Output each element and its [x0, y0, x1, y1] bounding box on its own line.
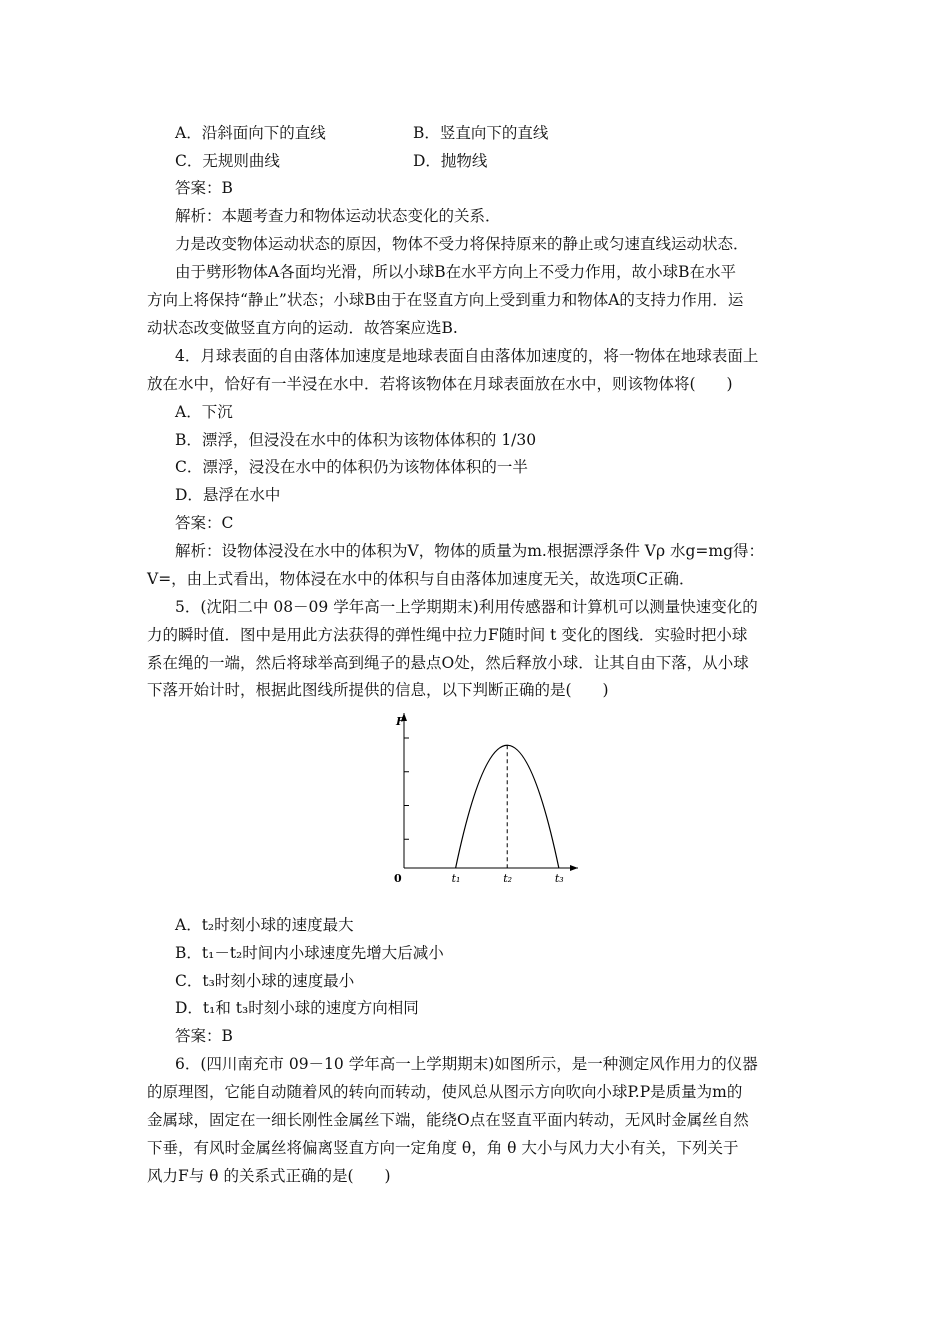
- origin-label: 0: [394, 872, 402, 885]
- q3-option-a: A．沿斜面向下的直线: [175, 124, 326, 142]
- q4-option-b: B．漂浮，但浸没在水中的体积为该物体体积的 1/30: [175, 431, 537, 449]
- q4-stem-1: 4．月球表面的自由落体加速度是地球表面自由落体加速度的，将一物体在地球表面上: [175, 347, 759, 365]
- q4-option-a: A．下沉: [175, 403, 233, 421]
- q4-option-c: C．漂浮，浸没在水中的体积仍为该物体体积的一半: [175, 458, 528, 476]
- q5-answer: 答案：B: [175, 1027, 233, 1045]
- q3-option-b: B．竖直向下的直线: [413, 124, 549, 142]
- q4-stem-2: 放在水中，恰好有一半浸在水中．若将该物体在月球表面放在水中，则该物体将( ): [147, 375, 733, 393]
- q6-stem-2: 的原理图，它能自动随着风的转向而转动，使风总从图示方向吹向小球P.P是质量为m的: [147, 1083, 743, 1101]
- x-tick-label-t1: t₁: [451, 872, 461, 885]
- q5-stem-1: 5．(沈阳二中 08－09 学年高一上学期期末)利用传感器和计算机可以测量快速变化的: [175, 598, 758, 616]
- q3-analysis-3: 由于劈形物体A各面均光滑，所以小球B在水平方向上不受力作用，故小球B在水平: [175, 263, 736, 281]
- q5-option-d: D．t₁和 t₃时刻小球的速度方向相同: [175, 999, 419, 1017]
- y-axis-label: F: [396, 715, 404, 728]
- q4-analysis-2: V=，由上式看出，物体浸在水中的体积与自由落体加速度无关，故选项C正确．: [147, 570, 695, 588]
- q5-stem-3: 系在绳的一端，然后将球举高到绳子的悬点O处，然后释放小球．让其自由下落，从小球: [147, 654, 749, 672]
- q5-option-c: C．t₃时刻小球的速度最小: [175, 972, 355, 990]
- q6-stem-4: 下垂，有风时金属丝将偏离竖直方向一定角度 θ，角 θ 大小与风力大小有关，下列关于: [147, 1139, 739, 1157]
- q3-analysis-4: 方向上将保持“静止”状态；小球B由于在竖直方向上受到重力和物体A的支持力作用．运: [147, 291, 744, 309]
- q4-analysis-1: 解析：设物体浸没在水中的体积为V，物体的质量为m.根据漂浮条件 Vρ 水g=mg得：: [175, 542, 765, 560]
- q3-analysis-5: 动状态改变做竖直方向的运动．故答案应选B.: [147, 319, 458, 337]
- q3-answer: 答案：B: [175, 179, 233, 197]
- q3-option-d: D．抛物线: [413, 152, 488, 170]
- q5-option-b: B．t₁－t₂时间内小球速度先增大后减小: [175, 944, 444, 962]
- q4-answer: 答案：C: [175, 514, 234, 532]
- q3-analysis-2: 力是改变物体运动状态的原因，物体不受力将保持原来的静止或匀速直线运动状态．: [175, 235, 749, 253]
- q4-option-d: D．悬浮在水中: [175, 486, 281, 504]
- q6-stem-1: 6．(四川南充市 09－10 学年高一上学期期末)如图所示，是一种测定风作用力的仪器: [175, 1055, 758, 1073]
- q3-analysis-1: 解析：本题考查力和物体运动状态变化的关系．: [175, 207, 501, 225]
- x-tick-label-t3: t₃: [554, 872, 564, 885]
- q6-stem-3: 金属球，固定在一细长刚性金属丝下端，能绕O点在竖直平面内转动，无风时金属丝自然: [147, 1111, 749, 1129]
- x-tick-label-t2: t₂: [503, 872, 513, 885]
- force-curve: [456, 745, 559, 868]
- q5-stem-2: 力的瞬时值．图中是用此方法获得的弹性绳中拉力F随时间 t 变化的图线．实验时把小球: [147, 626, 748, 644]
- x-axis-arrow: [570, 865, 578, 871]
- q6-stem-5: 风力F与 θ 的关系式正确的是( ): [147, 1167, 391, 1185]
- force-time-chart: [390, 712, 590, 892]
- q5-stem-4: 下落开始计时，根据此图线所提供的信息，以下判断正确的是( ): [147, 681, 609, 699]
- q5-option-a: A．t₂时刻小球的速度最大: [175, 916, 354, 934]
- q3-option-c: C．无规则曲线: [175, 152, 280, 170]
